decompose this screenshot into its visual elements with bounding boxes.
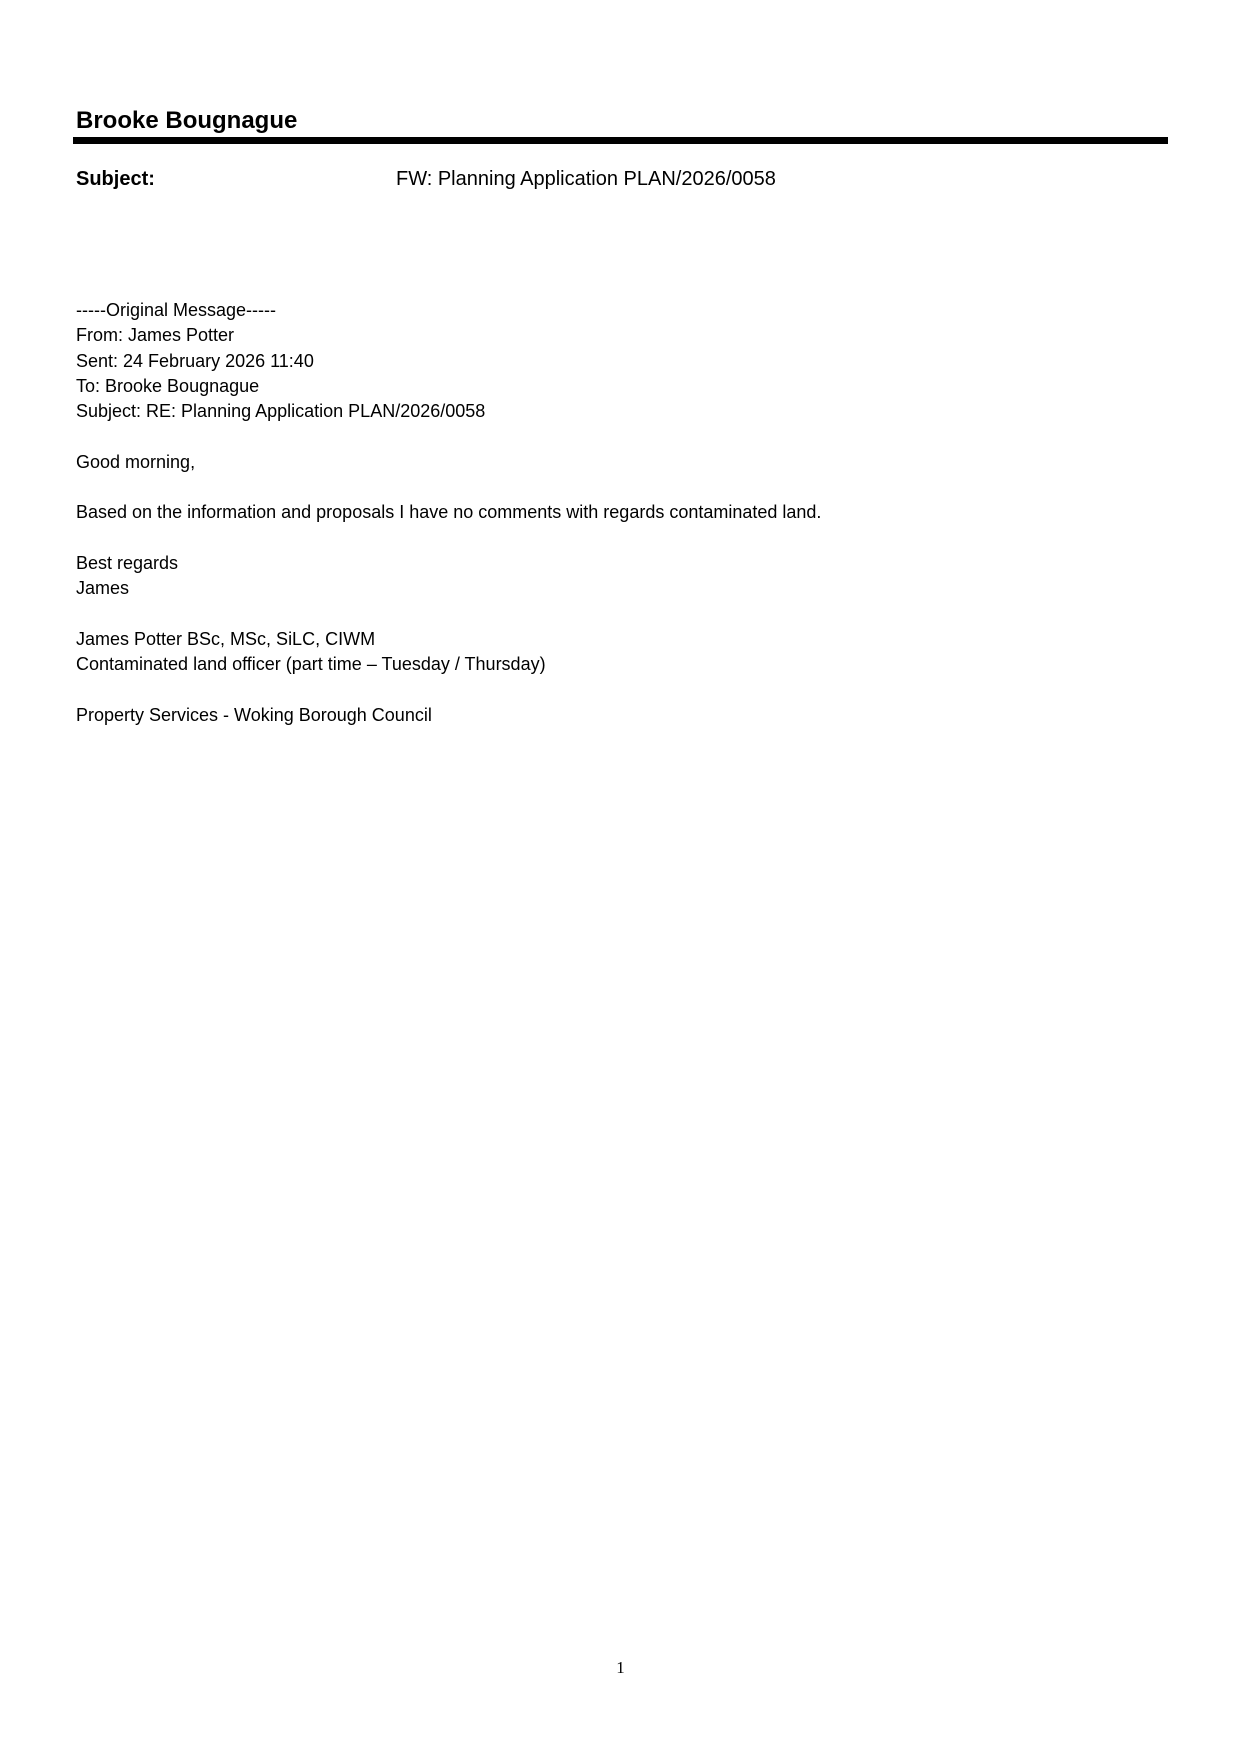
body-paragraph: Based on the information and proposals I have no comments with regards contaminated land. bbox=[76, 502, 822, 523]
signature-organisation: Property Services - Woking Borough Council bbox=[76, 704, 432, 725]
header-divider bbox=[73, 137, 1168, 144]
blank-line bbox=[76, 602, 1156, 627]
signature-role: Contaminated land officer (part time – Tuesday / Thursday) bbox=[76, 654, 546, 675]
page-number: 1 bbox=[616, 1658, 625, 1677]
subject-line: Subject: RE: Planning Application PLAN/2026/0058 bbox=[76, 401, 486, 422]
from-line: From: James Potter bbox=[76, 325, 235, 346]
subject-value: FW: Planning Application PLAN/2026/0058 bbox=[396, 168, 776, 190]
blank-line bbox=[76, 677, 1156, 702]
email-body bbox=[76, 298, 1156, 728]
blank-line bbox=[76, 424, 1156, 449]
blank-line bbox=[76, 475, 1156, 500]
to-line: To: Brooke Bougnague bbox=[76, 375, 260, 396]
signoff-name: James bbox=[76, 578, 130, 599]
signoff: Best regards bbox=[76, 552, 179, 573]
blank-line bbox=[76, 526, 1156, 551]
greeting: Good morning, bbox=[76, 451, 196, 472]
subject-label: Subject: bbox=[76, 168, 155, 190]
sent-line: Sent: 24 February 2026 11:40 bbox=[76, 350, 314, 371]
signature-name: James Potter BSc, MSc, SiLC, CIWM bbox=[76, 628, 376, 649]
sender-name-heading: Brooke Bougnague bbox=[76, 107, 298, 134]
original-message-marker: -----Original Message----- bbox=[76, 300, 277, 320]
